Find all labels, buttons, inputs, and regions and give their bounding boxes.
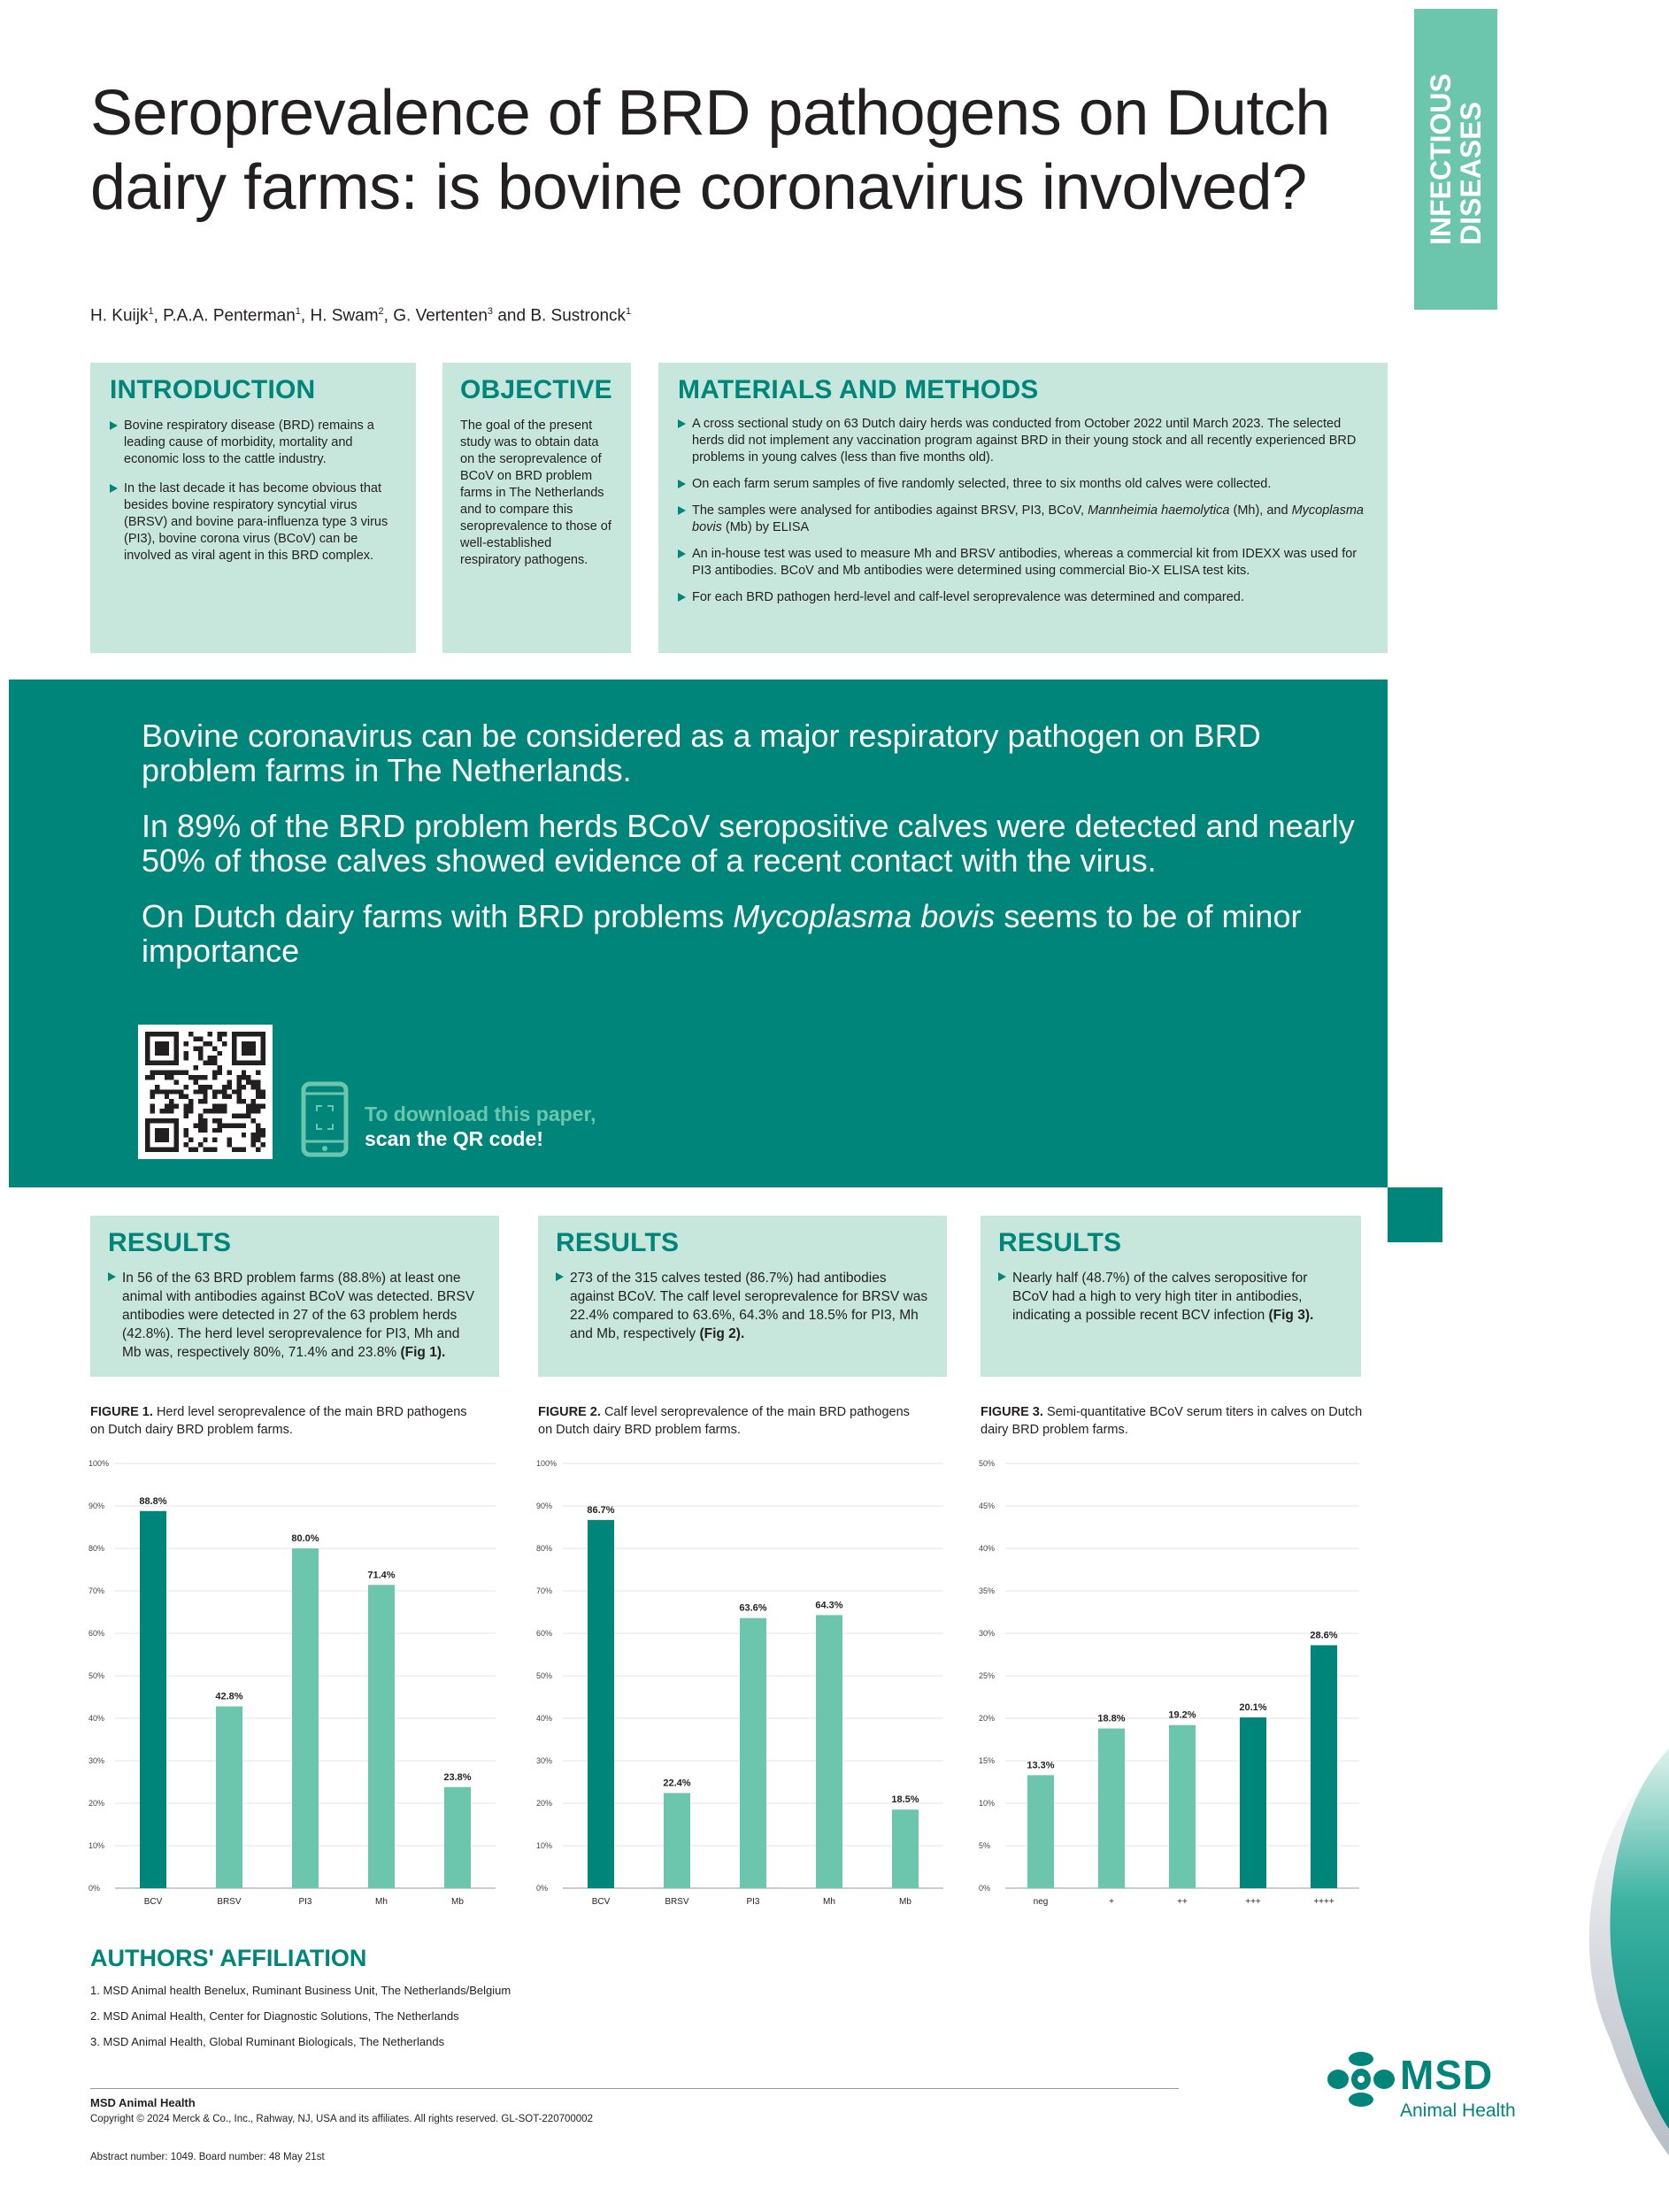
y-tick-label: 45% xyxy=(979,1502,996,1510)
affiliation-heading: AUTHORS' AFFILIATION xyxy=(90,1945,367,1971)
y-tick-label: 0% xyxy=(979,1884,991,1893)
y-tick-label: 20% xyxy=(536,1799,553,1808)
download-prompt: To download this paper, xyxy=(365,1102,596,1125)
results-text: Nearly half (48.7%) of the calves seropositive for BCoV had a high to very high titer in antibodies, indicating a possible recent BCV infection (Fig 3). xyxy=(998,1269,1343,1325)
bar-value-label: 18.8% xyxy=(1097,1713,1126,1724)
y-tick-label: 60% xyxy=(88,1629,105,1638)
figure-2-chart xyxy=(533,1456,949,1925)
bar-neg xyxy=(1027,1775,1054,1888)
bar-PI3 xyxy=(292,1548,319,1888)
methods-item: For each BRD pathogen herd-level and calf-level seroprevalence was determined and compared. xyxy=(678,589,1368,606)
footer-divider xyxy=(90,2088,1179,2089)
results-heading: RESULTS xyxy=(998,1228,1122,1257)
bar-BRSV xyxy=(216,1707,242,1888)
msd-logo-text: MSD xyxy=(1400,2052,1494,2098)
y-tick-label: 50% xyxy=(979,1459,996,1468)
bar-value-label: 20.1% xyxy=(1239,1702,1267,1714)
methods-item: The samples were analysed for antibodies against BRSV, PI3, BCoV, Mannheimia haemolytica (Mh), and Mycoplasma bovis (Mb) by ELISA xyxy=(678,503,1368,536)
conclusion-text xyxy=(142,718,1363,989)
bar-value-label: 28.6% xyxy=(1310,1630,1338,1641)
decorative-square xyxy=(1388,1187,1442,1242)
bar-value-label: 64.3% xyxy=(815,1600,843,1611)
bar-BRSV xyxy=(664,1793,690,1888)
methods-item: An in-house test was used to measure Mh and BRSV antibodies, whereas a commercial kit from IDEXX was used for PI3 antibodies. BCoV and Mb antibodies were determined using commercial Bio-X ELISA test kits. xyxy=(678,546,1368,580)
bar-value-label: 23.8% xyxy=(443,1771,472,1783)
methods-box xyxy=(658,363,1388,653)
bar-++ xyxy=(1169,1725,1196,1888)
objective-heading: OBJECTIVE xyxy=(460,375,612,404)
bar-value-label: 63.6% xyxy=(739,1602,767,1614)
bar-+++ xyxy=(1240,1717,1266,1888)
y-tick-label: 0% xyxy=(88,1884,101,1893)
smartphone-icon xyxy=(301,1081,349,1157)
y-tick-label: 70% xyxy=(536,1586,553,1595)
y-tick-label: 30% xyxy=(979,1629,996,1638)
y-tick-label: 0% xyxy=(536,1884,549,1893)
bar-value-label: 86.7% xyxy=(587,1504,615,1516)
figure-1-caption: FIGURE 1. Herd level seroprevalence of the main BRD pathogens on Dutch dairy BRD problem farms. xyxy=(90,1405,467,1437)
y-tick-label: 90% xyxy=(536,1502,553,1510)
y-tick-label: 100% xyxy=(88,1459,110,1468)
y-tick-label: 20% xyxy=(979,1714,996,1723)
introduction-item: In the last decade it has become obvious that besides bovine respiratory syncytial virus (BRSV) and bovine para-influenza type 3 virus (PI3), bovine corona virus (BCoV) can be involved as viral agent in this BRD complex. xyxy=(110,480,396,565)
y-tick-label: 40% xyxy=(979,1544,996,1553)
methods-item: On each farm serum samples of five randomly selected, three to six months old calves were collected. xyxy=(678,476,1368,493)
results-box-2 xyxy=(538,1216,947,1377)
results-box-1 xyxy=(90,1216,499,1377)
footer-copyright: Copyright © 2024 Merck & Co., Inc., Rahway, NJ, USA and its affiliates. All rights reserved. GL-SOT-220700002 xyxy=(90,2114,593,2124)
bar-value-label: 71.4% xyxy=(367,1570,396,1581)
figure-2-caption: FIGURE 2. Calf level seroprevalence of the main BRD pathogens on Dutch dairy BRD problem farms. xyxy=(538,1405,910,1437)
y-tick-label: 80% xyxy=(88,1544,105,1553)
y-tick-label: 40% xyxy=(88,1714,105,1723)
download-instruction: scan the QR code! xyxy=(365,1127,543,1150)
bar-PI3 xyxy=(740,1618,766,1888)
figure-3-chart xyxy=(975,1456,1365,1925)
bar-value-label: 42.8% xyxy=(215,1691,243,1702)
y-tick-label: 5% xyxy=(979,1841,991,1850)
figure-1-chart xyxy=(85,1456,501,1925)
footer-abstract-number: Abstract number: 1049. Board number: 48 May 21st xyxy=(90,2152,325,2162)
y-tick-label: 30% xyxy=(88,1756,105,1765)
conclusion-paragraph-1: Bovine coronavirus can be considered as a major respiratory pathogen on BRD problem farms in The Netherlands. xyxy=(142,718,1261,788)
bar-++++ xyxy=(1311,1645,1337,1888)
bar-value-label: 13.3% xyxy=(1027,1760,1055,1771)
results-heading: RESULTS xyxy=(108,1228,232,1257)
footer-company: MSD Animal Health xyxy=(90,2096,196,2109)
msd-logo-icon xyxy=(1326,2051,1396,2108)
x-category-label: BCV xyxy=(143,1897,163,1907)
introduction-box xyxy=(90,363,416,653)
conclusion-paragraph-2: In 89% of the BRD problem herds BCoV seropositive calves were detected and nearly 50% of those calves showed evidence of a recent contact with the virus. xyxy=(142,808,1355,879)
bar-value-label: 80.0% xyxy=(291,1533,319,1544)
affiliation-item: 2. MSD Animal Health, Center for Diagnostic Solutions, The Netherlands xyxy=(90,2009,459,2023)
results-text: 273 of the 315 calves tested (86.7%) had antibodies against BCoV. The calf level seroprevalence for BRSV was 22.4% compared to 63.6%, 64.3% and 18.5% for PI3, Mh and Mb, respectively (Fig 2). xyxy=(556,1269,929,1343)
bar-BCV xyxy=(140,1511,166,1888)
objective-text: The goal of the present study was to obtain data on the seroprevalence of BCoV on BRD problem farms in The Netherlands and to compare this seroprevalence to those of well-established respiratory pathogens. xyxy=(460,419,611,567)
x-category-label: BRSV xyxy=(665,1897,689,1907)
x-category-label: Mb xyxy=(451,1897,464,1907)
x-category-label: PI3 xyxy=(298,1897,312,1907)
category-tab-label: INFECTIOUS DISEASES xyxy=(1425,73,1487,245)
bar-value-label: 19.2% xyxy=(1168,1709,1196,1721)
introduction-heading: INTRODUCTION xyxy=(110,375,316,404)
x-category-label: ++ xyxy=(1177,1897,1188,1907)
figure-3-caption: FIGURE 3. Semi-quantitative BCoV serum titers in calves on Dutch dairy BRD problem farms. xyxy=(981,1405,1363,1437)
bar-value-label: 18.5% xyxy=(891,1794,919,1806)
x-category-label: + xyxy=(1109,1897,1114,1907)
results-box-3 xyxy=(981,1216,1361,1377)
conclusion-paragraph-3: On Dutch dairy farms with BRD problems Mycoplasma bovis seems to be of minor importance xyxy=(142,898,1302,969)
y-tick-label: 60% xyxy=(536,1629,553,1638)
x-category-label: neg xyxy=(1033,1897,1049,1907)
y-tick-label: 20% xyxy=(88,1799,105,1808)
affiliation-item: 1. MSD Animal health Benelux, Ruminant Business Unit, The Netherlands/Belgium xyxy=(90,1984,511,1997)
y-tick-label: 40% xyxy=(536,1714,553,1723)
x-category-label: BCV xyxy=(591,1897,611,1907)
poster-title: Seroprevalence of BRD pathogens on Dutch dairy farms: is bovine coronavirus involved? xyxy=(90,78,1330,223)
affiliation-item: 3. MSD Animal Health, Global Ruminant Biologicals, The Netherlands xyxy=(90,2035,445,2048)
x-category-label: +++ xyxy=(1245,1897,1261,1907)
x-category-label: Mh xyxy=(375,1897,388,1907)
bar-value-label: 22.4% xyxy=(663,1778,691,1789)
y-tick-label: 90% xyxy=(88,1502,105,1510)
bar-Mh xyxy=(816,1615,842,1888)
y-tick-label: 10% xyxy=(536,1841,553,1850)
methods-heading: MATERIALS AND METHODS xyxy=(678,375,1039,404)
y-tick-label: 10% xyxy=(88,1841,105,1850)
y-tick-label: 25% xyxy=(979,1671,996,1680)
x-category-label: Mb xyxy=(899,1897,911,1907)
results-heading: RESULTS xyxy=(556,1228,680,1257)
introduction-item: Bovine respiratory disease (BRD) remains a leading cause of morbidity, mortality and economic loss to the cattle industry. xyxy=(110,418,396,468)
y-tick-label: 100% xyxy=(536,1459,558,1468)
y-tick-label: 15% xyxy=(979,1756,996,1765)
bar-BCV xyxy=(588,1520,614,1888)
bar-value-label: 88.8% xyxy=(139,1495,167,1507)
authors-line: H. Kuijk$^1$, P.A.A. Penterman$^1$, H. Swam$^2$, G. Vertenten$^3$ and B. Sustronck$^1$ xyxy=(90,306,632,326)
y-tick-label: 35% xyxy=(979,1586,996,1595)
bar-+ xyxy=(1098,1729,1125,1888)
objective-box xyxy=(442,363,631,653)
y-tick-label: 10% xyxy=(979,1799,996,1808)
y-tick-label: 50% xyxy=(536,1671,553,1680)
qr-code[interactable] xyxy=(138,1025,273,1159)
y-tick-label: 50% xyxy=(88,1671,105,1680)
y-tick-label: 30% xyxy=(536,1756,553,1765)
bar-Mb xyxy=(444,1787,471,1888)
x-category-label: ++++ xyxy=(1313,1897,1334,1907)
bar-Mb xyxy=(892,1809,919,1888)
bar-Mh xyxy=(368,1585,395,1888)
y-tick-label: 70% xyxy=(88,1586,105,1595)
y-tick-label: 80% xyxy=(536,1544,553,1553)
x-category-label: BRSV xyxy=(217,1897,242,1907)
x-category-label: Mh xyxy=(823,1897,835,1907)
x-category-label: PI3 xyxy=(746,1897,760,1907)
results-text: In 56 of the 63 BRD problem farms (88.8%) at least one animal with antibodies against BCoV was detected. BRSV antibodies were detected in 27 of the 63 problem herds (42.8%). The herd level seroprevalence for PI3, Mh and Mb was, respectively 80%, 71.4% and 23.8% (Fig 1). xyxy=(108,1269,481,1362)
decorative-swoosh xyxy=(1557,1748,1669,2155)
msd-logo-subtitle: Animal Health xyxy=(1400,2101,1516,2121)
methods-item: A cross sectional study on 63 Dutch dairy herds was conducted from October 2022 until March 2023. The selected herds did not implement any vaccination program against BRD in their young stock and all recently experienced BRD problems in young calves (less than five months old). xyxy=(678,416,1368,466)
